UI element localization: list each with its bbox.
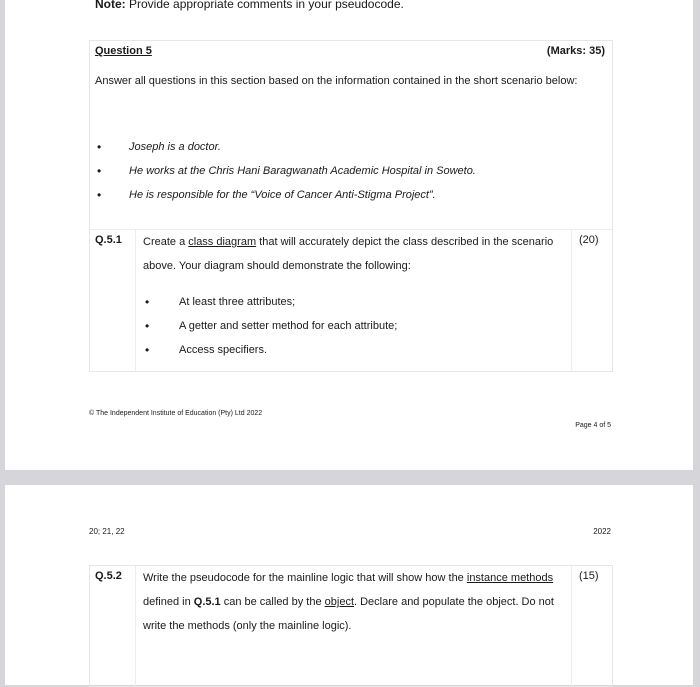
column-divider bbox=[571, 566, 572, 686]
page-header-left: 20; 21, 22 bbox=[89, 527, 125, 536]
requirement-item: • At least three attributes; bbox=[143, 290, 397, 314]
scenario-intro: Answer all questions in this section based on the information contained in the short scenario below: bbox=[95, 75, 578, 87]
note-text: Provide appropriate comments in your pseudocode. bbox=[125, 0, 404, 11]
question-marks: (Marks: 35) bbox=[546, 45, 605, 57]
page-number: Page 4 of 5 bbox=[575, 422, 611, 429]
question-number: Q.5.1 bbox=[95, 234, 122, 246]
class-diagram-term: class diagram bbox=[188, 236, 257, 248]
question-text-part: that will accurately depict the class described in the scenario above. Your diagram should demonstrate the following: bbox=[143, 236, 554, 272]
question-text bbox=[143, 230, 563, 278]
question-marks: (15) bbox=[579, 570, 599, 582]
question-5-2-row bbox=[90, 566, 612, 686]
document-page-5 bbox=[5, 485, 693, 685]
question-text bbox=[143, 566, 563, 638]
question-5-2-table bbox=[89, 565, 613, 687]
requirement-item: • Access specifiers. bbox=[143, 338, 397, 362]
question-text-part: Create a bbox=[143, 236, 189, 248]
document-page-4 bbox=[5, 0, 693, 470]
scenario-list bbox=[95, 135, 476, 207]
question-reference: Q.5.1 bbox=[193, 596, 221, 608]
question-text-part: Write the pseudocode for the mainline logic that will show how the bbox=[143, 572, 467, 584]
question-text-part: can be called by the bbox=[220, 596, 325, 608]
instance-methods-term: instance methods bbox=[466, 572, 554, 584]
requirement-item: • A getter and setter method for each attribute; bbox=[143, 314, 397, 338]
question-text-part: . Declare and populate the object. Do not write the methods (only the mainline logic). bbox=[143, 596, 554, 632]
column-divider bbox=[135, 230, 136, 372]
column-divider bbox=[571, 230, 572, 372]
question-marks: (20) bbox=[579, 234, 599, 246]
note-line bbox=[95, 0, 404, 11]
object-term: object bbox=[324, 596, 354, 608]
question-5-table bbox=[89, 40, 613, 372]
scenario-item: • He is responsible for the “Voice of Cancer Anti-Stigma Project”. bbox=[95, 183, 476, 207]
question-text-part: defined in bbox=[143, 596, 194, 608]
question-number: Q.5.2 bbox=[95, 570, 122, 582]
column-divider bbox=[135, 566, 136, 686]
scenario-item: • He works at the Chris Hani Baragwanath Academic Hospital in Soweto. bbox=[95, 159, 476, 183]
scenario-item: • Joseph is a doctor. bbox=[95, 135, 476, 159]
requirements-list bbox=[143, 290, 397, 362]
question-heading bbox=[95, 45, 605, 57]
note-label: Note: bbox=[95, 0, 126, 11]
copyright-footer: © The Independent Institute of Education (Pty) Ltd 2022 bbox=[89, 410, 263, 417]
question-5-1-row bbox=[90, 229, 612, 372]
question-title: Question 5 bbox=[95, 45, 152, 57]
page-header-right: 2022 bbox=[593, 527, 611, 536]
